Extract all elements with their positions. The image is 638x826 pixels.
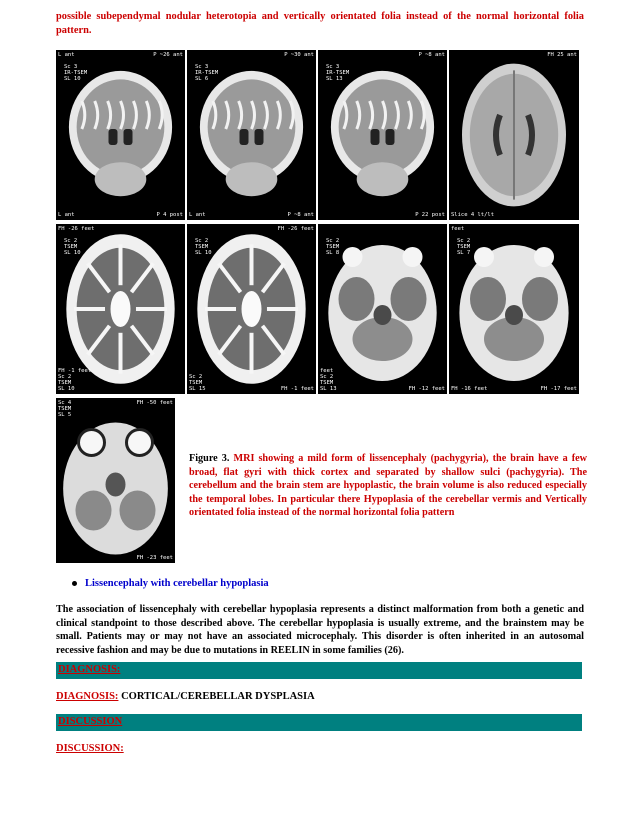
mri-label-ml: Sc 3 IR-TSEM SL 6 (195, 64, 219, 82)
mri-label-br: P 4 post (156, 212, 183, 218)
mri-image-8 (449, 224, 579, 394)
mri-image-6 (187, 224, 316, 394)
figure-caption (189, 452, 587, 520)
bullet-dot-icon (72, 581, 77, 586)
mri-label-bl: L ant (189, 212, 206, 218)
mri-label-ml: Sc 2 TSEM SL 10 (64, 238, 81, 256)
mri-label-br: FH -1 feet (280, 386, 314, 392)
mri-label-ml: Sc 2 TSEM SL 10 (195, 238, 212, 256)
diagnosis-bar-label: DIAGNOSIS: (58, 664, 121, 675)
mri-scan-graphic (449, 50, 579, 220)
mri-image-5 (56, 224, 185, 394)
discussion-label: DISCUSSION: (56, 743, 124, 754)
mri-image-4 (449, 50, 579, 220)
mri-label-tl: FH -26 feet (58, 226, 95, 232)
diagnosis-label: DIAGNOSIS: (56, 691, 119, 702)
mri-scan-graphic (56, 398, 175, 563)
mri-label-ml: Sc 3 IR-TSEM SL 10 (64, 64, 88, 82)
mri-label-ml: Sc 2 TSEM SL 7 (457, 238, 471, 256)
intro-paragraph: possible subependymal nodular heterotopia and vertically orientated folia instead of the normal horizontal folia pattern. (56, 11, 584, 36)
mri-label-br: P ~8 ant (287, 212, 314, 218)
diagnosis-line (56, 691, 315, 702)
mri-label-bl: FH -16 feet (451, 386, 488, 392)
mri-label-bl: FH -1 feet Sc 2 TSEM SL 10 (58, 368, 92, 392)
mri-label-tr: P ~30 ant (284, 52, 314, 58)
mri-label-ml: Sc 3 IR-TSEM SL 13 (326, 64, 350, 82)
mri-label-tl: feet (451, 226, 465, 232)
mri-label-br: FH -17 feet (540, 386, 577, 392)
discussion-line (56, 743, 124, 754)
mri-label-bl: L ant (58, 212, 75, 218)
mri-label-bl: Sc 2 TSEM SL 15 (189, 374, 206, 392)
discussion-bar-label: DISCUSSION (58, 716, 123, 727)
mri-image-1 (56, 50, 185, 220)
mri-label-tr: P ~26 ant (153, 52, 183, 58)
mri-label-tr: FH -26 feet (277, 226, 314, 232)
mri-label-tr: P ~8 ant (418, 52, 445, 58)
mri-image-3 (318, 50, 447, 220)
mri-label-bl: feet Sc 2 TSEM SL 13 (320, 368, 337, 392)
discussion-bar (56, 714, 582, 731)
diagnosis-value: CORTICAL/CEREBELLAR DYSPLASIA (118, 691, 315, 702)
figure-label: Figure 3. (189, 453, 230, 464)
bullet-item-label: Lissencephaly with cerebellar hypoplasia (85, 578, 269, 589)
mri-label-br: FH -12 feet (408, 386, 445, 392)
mri-label-br: P 22 post (415, 212, 445, 218)
mri-image-2 (187, 50, 316, 220)
mri-label-br: FH -23 feet (136, 555, 173, 561)
bullet-item (72, 578, 269, 589)
diagnosis-bar (56, 662, 582, 679)
mri-label-tl: L ant (58, 52, 75, 58)
mri-label-bl: Slice 4 lt/lt (451, 212, 495, 218)
mri-image-7 (318, 224, 447, 394)
mri-label-tl: Sc 4 TSEM SL 5 (58, 400, 72, 418)
mri-label-tr: FH -50 feet (136, 400, 173, 406)
figure-caption-text: MRI showing a mild form of lissencephaly (pachygyria), the brain have a few broad, flat gyri with thick cortex and separated by shallow sulci (pachygyria). The cerebellum and the brain stem are hypoplastic, the brain volume is also reduced especially the temporal lobes. In particular there Hypoplasia of the cerebellar vermis and Vertically orientated folia instead of the normal horizontal folia pattern (189, 453, 588, 518)
mri-label-tr: FH 25 ant (547, 52, 577, 58)
body-paragraph: The association of lissencephaly with cerebellar hypoplasia represents a distinct malformation from both a genetic and clinical standpoint to those described above. The cerebellar hypoplasia is usually extreme, and the brainstem may be small. Patients may or may not have an associated microcephaly. This disorder is often inherited in an autosomal recessive fashion and may be due to mutations in REELIN in some families (26). (56, 604, 584, 656)
mri-image-9 (56, 398, 175, 563)
mri-label-ml: Sc 2 TSEM SL 8 (326, 238, 340, 256)
